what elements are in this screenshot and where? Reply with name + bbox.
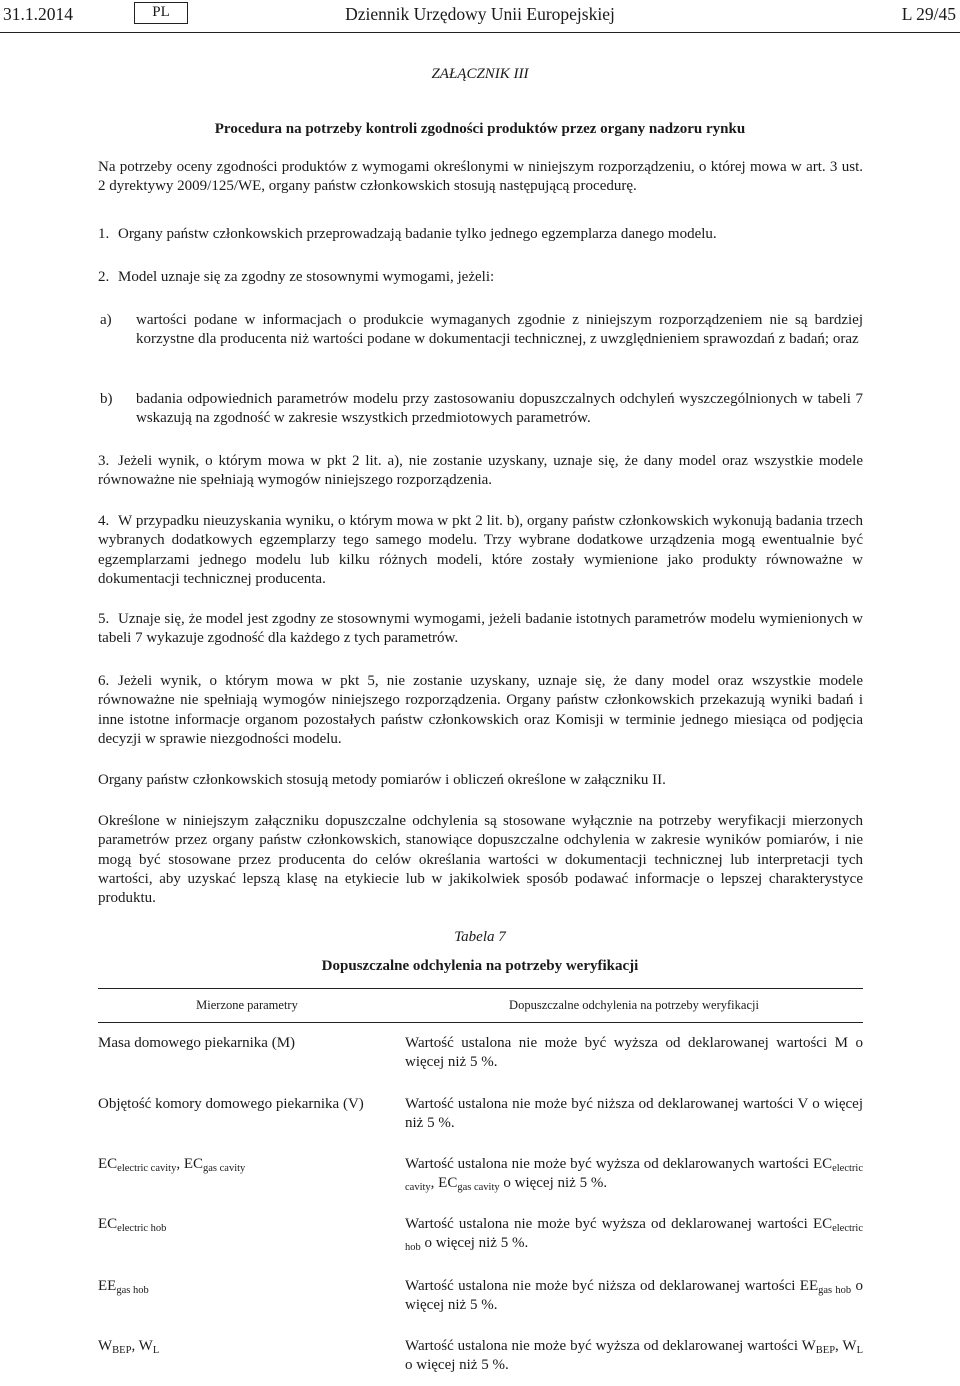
language-badge: PL: [134, 2, 188, 24]
point-number: 2.: [98, 269, 110, 285]
item-letter: a): [100, 312, 112, 328]
tolerances-note: Określone w niniejszym załączniku dopuszczalne odchylenia są stosowane wyłącznie na potrzeby weryfikacji mierzonych parametrów przez organy państw członkowskich, stanowiące dopuszczalne odchylenia w zakresie wyników pomiarów, i nie mogą być stosowane przez producenta do celów określania wartości w dokumentacji technicznej lub interpretacji tych wartości, aby uzyskać lepszą klasę na etykiecie lub w jakikolwiek sposób podawać informacje o lepszej charakterystyce produktu.: [98, 813, 863, 907]
page-header: [0, 2, 960, 30]
column-header-tolerances: Dopuszczalne odchylenia na potrzeby weryfikacji: [509, 998, 759, 1012]
point-number: 1.: [98, 226, 110, 242]
table-row-param: $EE_{gas hob}$: [98, 1278, 149, 1296]
page-number: L 29/45: [901, 4, 956, 24]
table-row-tolerance: Wartość ustalona nie może być wyższa od deklarowanych wartości $EC_{electric cavity}$, $EC_{gas cavity}$ o więcej niż 5 %.: [405, 1156, 863, 1193]
point-text: Model uznaje się za zgodny ze stosownymi wymogami, jeżeli:: [118, 269, 495, 285]
table-row-tolerance: Wartość ustalona nie może być wyższa od deklarowanej wartości $EC_{electric hob}$ o więcej niż 5 %.: [405, 1216, 863, 1253]
publication-date: 31.1.2014: [3, 4, 73, 24]
point-6: [98, 672, 863, 749]
annex-title: ZAŁĄCZNIK III: [431, 66, 529, 82]
point-2a: [100, 311, 863, 348]
point-text: Organy państw członkowskich przeprowadzają badanie tylko jednego egzemplarza danego modelu.: [118, 226, 717, 242]
point-number: 6.: [98, 673, 110, 689]
point-text: Jeżeli wynik, o którym mowa w pkt 2 lit. a), nie zostanie uzyskany, uznaje się, że dany model oraz wszystkie modele równoważne nie spełniają wymogów niniejszego rozporządzenia.: [98, 453, 863, 489]
methods-paragraph: Organy państw członkowskich stosują metody pomiarów i obliczeń określone w załączniku II.: [98, 772, 666, 788]
table-row-param: $W_{BEP}$, $W_L$: [98, 1338, 160, 1356]
point-1: [98, 225, 863, 244]
table-row-param: Objętość komory domowego piekarnika (V): [98, 1096, 364, 1112]
table-row-tolerance: Wartość ustalona nie może być niższa od deklarowanej wartości V o więcej niż 5 %.: [405, 1096, 863, 1131]
table-row-param: Masa domowego piekarnika (M): [98, 1035, 296, 1051]
point-3: [98, 452, 863, 491]
procedure-title: Procedura na potrzeby kontroli zgodności produktów przez organy nadzoru rynku: [214, 121, 746, 137]
point-text: W przypadku nieuzyskania wyniku, o którym mowa w pkt 2 lit. b), organy państw członkowskich wykonują badania trzech wybranych dodatkowych egzemplarzy tego samego modelu. Trzy wybrane dodatkowe urządzenia mogą ewentualnie być egzemplarzami jednego modelu lub kilku różnych modeli, które zostały wymienione jako produkty równoważne w dokumentacji technicznej producenta.: [98, 513, 863, 587]
table-row-tolerance: Wartość ustalona nie może być wyższa od deklarowanej wartości M o więcej niż 5 %.: [405, 1035, 863, 1070]
header-rule: [0, 32, 960, 33]
item-text: badania odpowiednich parametrów modelu przy zastosowaniu dopuszczalnych odchyleń wyszczególnionych w tabeli 7 wskazują na zgodność w zakresie wszystkich przedmiotowych parametrów.: [136, 391, 863, 426]
point-4: [98, 512, 863, 589]
table-row-param: $EC_{electric hob}$: [98, 1216, 167, 1234]
table-row-tolerance: Wartość ustalona nie może być niższa od deklarowanej wartości $EE_{gas hob}$ o więcej niż 5 %.: [405, 1278, 864, 1313]
table-row-param: $EC_{electric cavity}$, $EC_{gas cavity}$: [98, 1156, 246, 1174]
journal-title: Dziennik Urzędowy Unii Europejskiej: [345, 4, 615, 24]
table-title: Dopuszczalne odchylenia na potrzeby weryfikacji: [321, 958, 639, 974]
point-number: 5.: [98, 611, 110, 627]
point-2: [98, 268, 863, 287]
point-text: Jeżeli wynik, o którym mowa w pkt 5, nie zostanie uzyskany, uznaje się, że dany model oraz wszystkie modele równoważne nie spełniają wymogów niniejszego rozporządzenia. Organy państw członkowskich przekazują wyniki badań i inne istotne informacje organom pozostałych państw członkowskich oraz Komisji w terminie jednego miesiąca od podjęcia decyzji w sprawie niezgodności modelu.: [98, 673, 863, 747]
item-text: wartości podane w informacjach o produkcie wymaganych zgodnie z niniejszym rozporządzeniem nie są bardziej korzystne dla producenta niż wartości podane w dokumentacji technicznej, z uwzględnieniem sprawozdań z badań; oraz: [136, 312, 863, 347]
table-row-tolerance: Wartość ustalona nie może być wyższa od deklarowanej wartości $W_{BEP}$, $W_L$ o więcej niż 5 %.: [405, 1338, 863, 1373]
point-number: 4.: [98, 513, 110, 529]
table-header-rule: [98, 1022, 863, 1023]
point-text: Uznaje się, że model jest zgodny ze stosownymi wymogami, jeżeli badanie istotnych parametrów modelu wymienionych w tabeli 7 wykazuje zgodność dla każdego z tych parametrów.: [98, 611, 863, 647]
table-top-rule: [98, 988, 863, 989]
point-2b: [100, 390, 863, 427]
item-letter: b): [100, 391, 113, 407]
intro-paragraph: Na potrzeby oceny zgodności produktów z wymogami określonymi w niniejszym rozporządzeniu, o której mowa w art. 3 ust. 2 dyrektywy 2009/125/WE, organy państw członkowskich stosują następującą procedurę.: [98, 159, 863, 195]
point-5: [98, 610, 863, 649]
table-caption: Tabela 7: [454, 929, 506, 945]
point-number: 3.: [98, 453, 110, 469]
column-header-parameters: Mierzone parametry: [196, 998, 298, 1012]
